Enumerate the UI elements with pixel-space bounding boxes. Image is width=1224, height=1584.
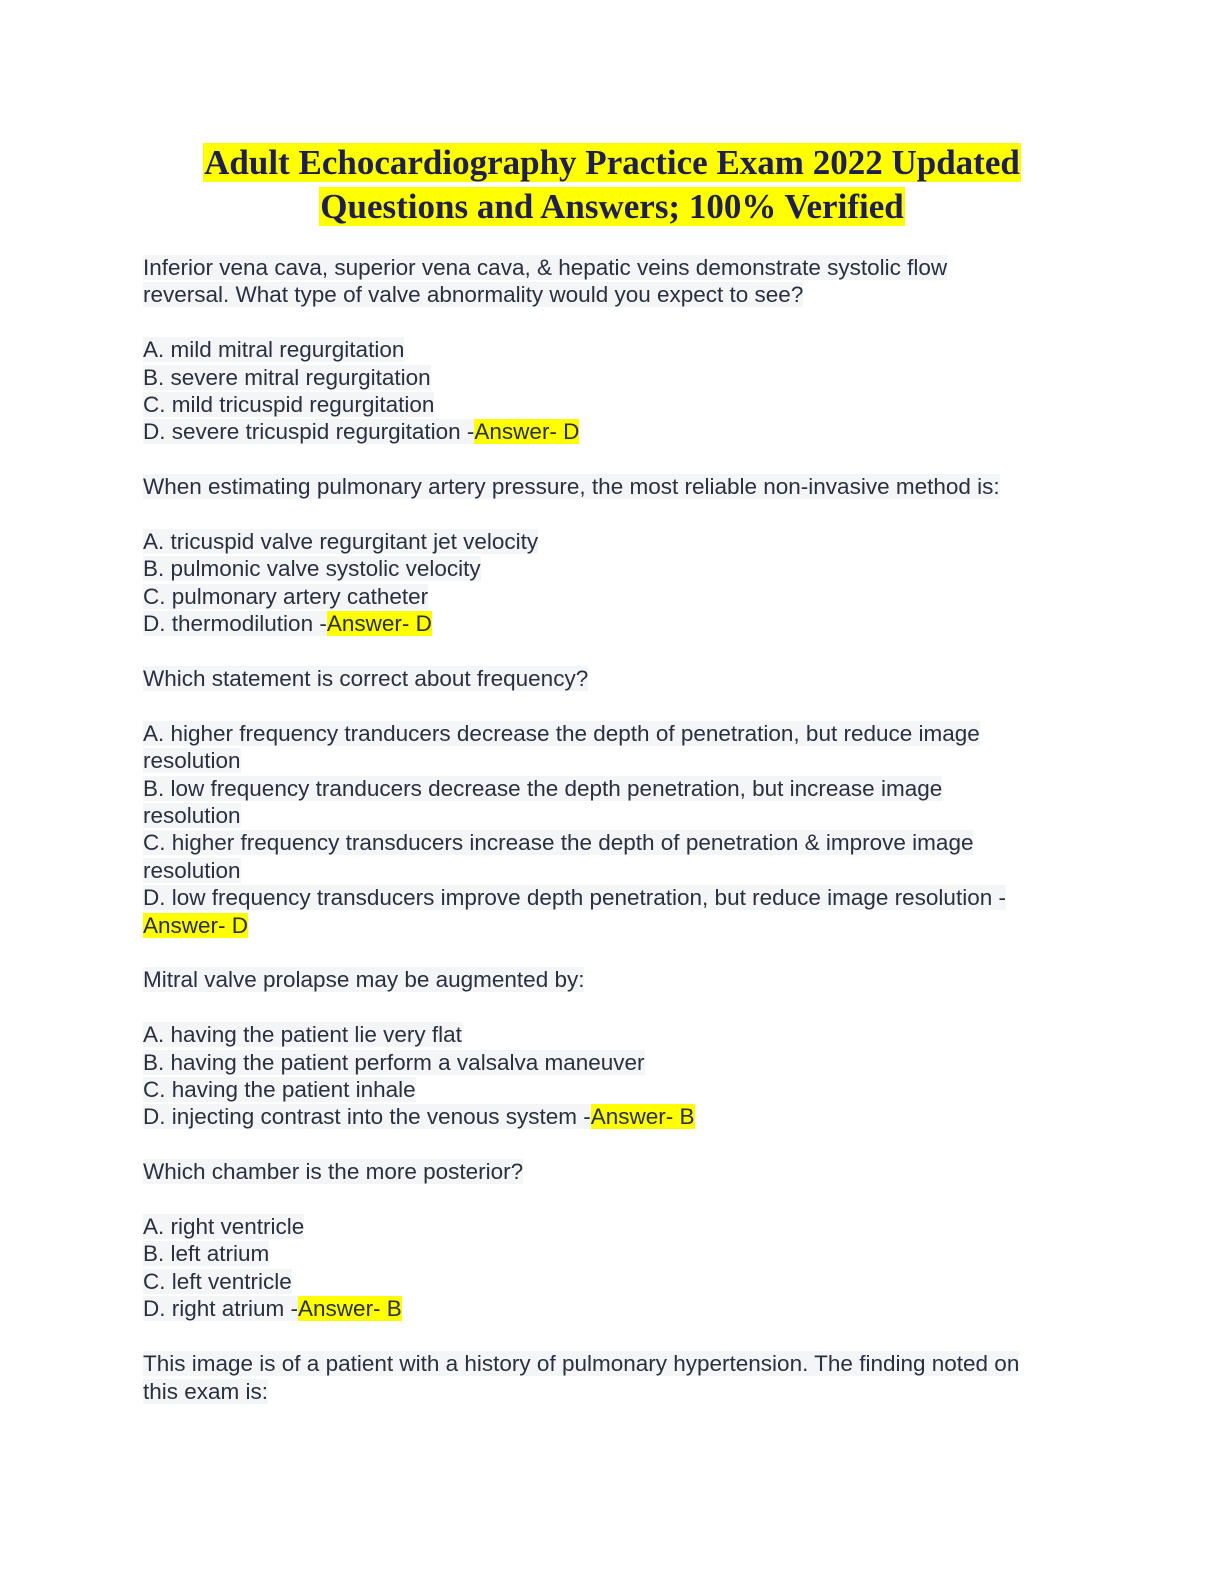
answer-highlight: Answer- D [326, 611, 432, 637]
answer-highlight: Answer- D [143, 912, 249, 938]
question-1-options [143, 336, 1083, 446]
option-item: B. severe mitral regurgitation [143, 364, 431, 390]
option-item: resolution [143, 803, 241, 829]
option-item: C. higher frequency transducers increase the depth of penetration & improve image [143, 830, 974, 856]
option-item: C. left ventricle [143, 1268, 292, 1294]
option-item: D. low frequency transducers improve depth penetration, but reduce image resolution - [143, 885, 1006, 911]
question-text: Which statement is correct about frequency? [143, 666, 589, 692]
question-2-options [143, 528, 1083, 638]
option-item: B. pulmonic valve systolic velocity [143, 556, 481, 582]
option-item: B. left atrium [143, 1241, 270, 1267]
option-item: A. higher frequency tranducers decrease the depth of penetration, but reduce image [143, 720, 980, 746]
question-text: reversal. What type of valve abnormality would you expect to see? [143, 282, 804, 308]
option-item: A. having the patient lie very flat [143, 1022, 462, 1048]
question-4 [143, 966, 1083, 993]
option-item: D. right atrium - [143, 1296, 299, 1322]
option-item: D. injecting contrast into the venous system - [143, 1104, 591, 1130]
question-text: this exam is: [143, 1378, 269, 1404]
answer-highlight: Answer- B [590, 1104, 695, 1130]
questions-body [143, 254, 1083, 1432]
option-item: A. mild mitral regurgitation [143, 337, 405, 363]
option-item: C. pulmonary artery catheter [143, 583, 429, 609]
answer-highlight: Answer- D [474, 419, 580, 445]
question-text: This image is of a patient with a history of pulmonary hypertension. The finding noted on [143, 1351, 1020, 1377]
option-item: D. thermodilution - [143, 611, 327, 637]
question-text: Inferior vena cava, superior vena cava, & hepatic veins demonstrate systolic flow [143, 255, 948, 280]
option-item: B. low frequency tranducers decrease the depth penetration, but increase image [143, 775, 943, 801]
title-line-2: Questions and Answers; 100% Verified [320, 187, 904, 226]
title-line-1: Adult Echocardiography Practice Exam 2022 Updated [204, 143, 1020, 182]
question-5 [143, 1158, 1083, 1185]
question-text: Mitral valve prolapse may be augmented by: [143, 967, 585, 993]
option-item: C. having the patient inhale [143, 1077, 416, 1103]
question-6 [143, 1350, 1083, 1405]
option-item: resolution [143, 748, 241, 774]
option-item: C. mild tricuspid regurgitation [143, 392, 435, 418]
question-2 [143, 473, 1083, 500]
option-item: B. having the patient perform a valsalva maneuver [143, 1049, 645, 1075]
question-text: Which chamber is the more posterior? [143, 1159, 524, 1185]
question-3 [143, 665, 1083, 692]
answer-highlight: Answer- B [298, 1296, 402, 1322]
option-item: A. right ventricle [143, 1214, 305, 1240]
question-1 [143, 254, 1083, 309]
option-item: A. tricuspid valve regurgitant jet velocity [143, 529, 539, 555]
question-text: When estimating pulmonary artery pressure, the most reliable non-invasive method is: [143, 474, 1000, 500]
question-4-options [143, 1021, 1083, 1131]
question-5-options [143, 1213, 1083, 1323]
option-item: resolution [143, 857, 241, 883]
option-item: D. severe tricuspid regurgitation - [143, 419, 475, 445]
document-title [0, 141, 1224, 229]
question-3-options [143, 720, 1083, 939]
